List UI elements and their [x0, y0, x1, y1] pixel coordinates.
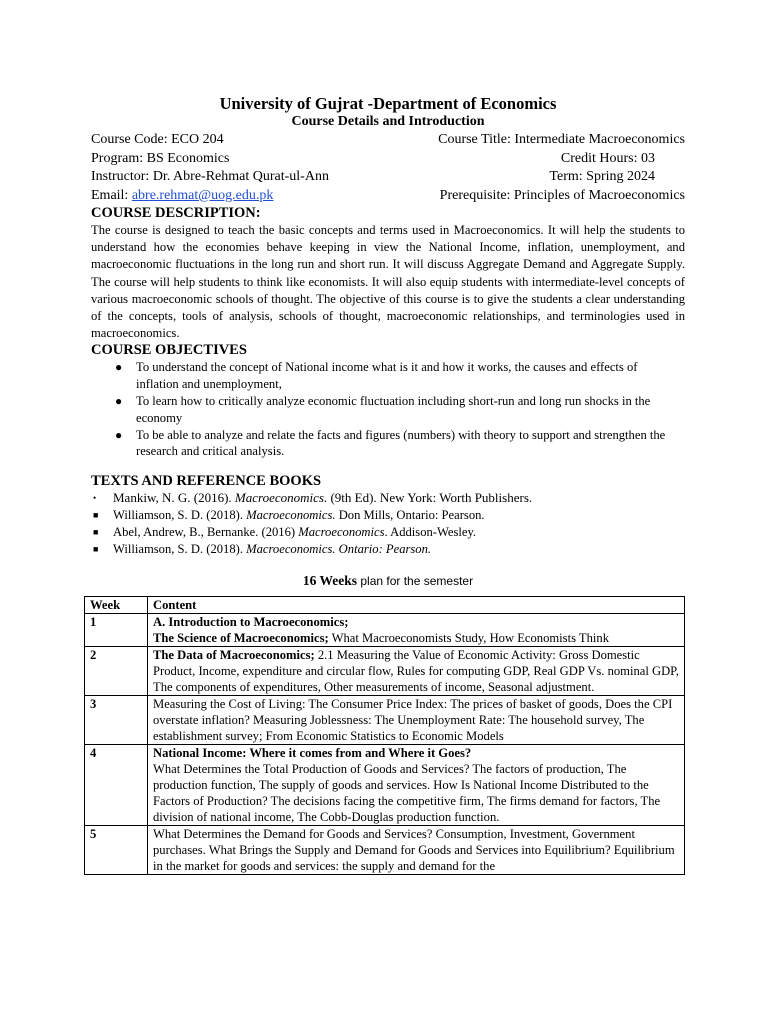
dot-bullet-icon: •: [93, 493, 97, 504]
email-link[interactable]: abre.rehmat@uog.edu.pk: [131, 187, 274, 203]
bullet-icon: ●: [115, 394, 123, 409]
week-cell: 1: [85, 614, 148, 647]
content-cell: A. Introduction to Macroeconomics; The Science of Macroeconomics; What Macroeconomists Study, How Economists Think: [148, 614, 685, 647]
content-cell: National Income: Where it comes from and Where it Goes? What Determines the Total Production of Goods and Services? The factors of production, The production function, The supply of goods and services. How Is National Income Distributed to the Factors of Production? The decisions facing the competitive firm, The firms demand for factors, The division of national income, The Cobb-Douglas production function.: [148, 745, 685, 826]
objective-item: ● To understand the concept of National income what is it and how it works, the causes and effects of inflation and unemployment,: [115, 360, 638, 392]
credit-hours: Credit Hours: 03: [560, 150, 655, 166]
table-row: [85, 614, 685, 647]
info-row-4: [91, 187, 685, 206]
week-cell: 3: [85, 696, 148, 745]
course-code: Course Code: ECO 204: [91, 132, 224, 147]
reference-item: ■ Abel, Andrew, B., Bernanke. (2016) Macroeconomics. Addison-Wesley.: [93, 524, 477, 539]
square-bullet-icon: ■: [93, 510, 99, 520]
description-text: The course is designed to teach the basic concepts and terms used in Macroeconomics. It will help the students to understand how the economies behave keeping in view the National Income, inflation, unemployment, and macroeconomic fluctuations in the long run and short run. It will discuss Aggregate Demand and Aggregate Supply. The course will help students to think like economists. It will also equip students with intermediate-level concepts of various macroeconomic schools of thought. The objective of this course is to give the students a clear understanding of the concepts, tools of analysis, schools of thought, macroeconomic relationships, and terminologies used in macroeconomics.: [91, 223, 685, 341]
week-cell: 4: [85, 745, 148, 826]
description-heading: COURSE DESCRIPTION:: [91, 205, 261, 221]
weekly-plan-table: [84, 596, 685, 875]
reference-item: ■ Williamson, S. D. (2018). Macroeconomics. Ontario: Pearson.: [93, 541, 432, 556]
table-row: [85, 647, 685, 696]
table-row: [85, 826, 685, 875]
bullet-icon: ●: [115, 427, 123, 442]
table-row: [85, 745, 685, 826]
content-cell: The Data of Macroeconomics; 2.1 Measuring the Value of Economic Activity: Gross Domestic Product, Income, expenditure and circular flow, Rules for computing GDP, Real GDP Vs. nominal GDP, The components of expenditures, Other measurements of income, Seasonal adjustment.: [148, 647, 685, 696]
email-line: [91, 187, 273, 206]
document-subtitle: Course Details and Introduction: [291, 114, 485, 129]
prerequisite: Prerequisite: Principles of Macroeconomics: [439, 187, 685, 203]
instructor: Instructor: Dr. Abre-Rehmat Qurat-ul-Ann: [91, 169, 329, 184]
info-row-2: [91, 150, 685, 169]
bullet-icon: ●: [115, 360, 123, 375]
content-cell: Measuring the Cost of Living: The Consumer Price Index: The prices of basket of goods, Does the CPI overstate inflation? Measuring Joblessness: The Unemployment Rate: The household survey, The establishment survey; From Economic Statistics to Economic Models: [148, 696, 685, 745]
objectives-list: [91, 359, 685, 460]
program: Program: BS Economics: [91, 150, 230, 166]
objective-item: ● To be able to analyze and relate the facts and figures (numbers) with theory to support and strengthen the research and critical analysis.: [115, 427, 666, 459]
table-header-row: [85, 597, 685, 614]
reference-item: ■ Williamson, S. D. (2018). Macroeconomics. Don Mills, Ontario: Pearson.: [93, 508, 485, 522]
square-bullet-icon: ■: [93, 526, 99, 537]
references-heading: TEXTS AND REFERENCE BOOKS: [91, 473, 322, 490]
info-row-3: [91, 168, 685, 187]
square-bullet-icon: ■: [93, 543, 99, 554]
references-list: [91, 490, 685, 557]
term: Term: Spring 2024: [549, 169, 655, 184]
course-title: Course Title: Intermediate Macroeconomics: [438, 132, 685, 147]
content-cell: What Determines the Demand for Goods and Services? Consumption, Investment, Government purchases. What Brings the Supply and Demand for Goods and Services into Equilibrium? Equilibrium in the market for goods and services: the supply and demand for the: [148, 826, 685, 875]
semester-plan-caption: 16 Weeks plan for the semester: [302, 573, 474, 589]
document-page: [91, 94, 685, 875]
week-cell: 5: [85, 826, 148, 875]
table-row: [85, 696, 685, 745]
email-prefix: Email:: [91, 187, 132, 203]
week-header: Week: [85, 597, 148, 614]
university-title: University of Gujrat -Department of Economics: [219, 94, 557, 113]
week-cell: 2: [85, 647, 148, 696]
content-header: Content: [148, 597, 685, 614]
objectives-heading: COURSE OBJECTIVES: [91, 342, 247, 359]
reference-item: • Mankiw, N. G. (2016). Macroeconomics. (9th Ed). New York: Worth Publishers.: [93, 490, 533, 506]
objective-item: ● To learn how to critically analyze economic fluctuation including short-run and long run shocks in the economy: [115, 394, 651, 425]
info-row-1: [91, 131, 685, 150]
